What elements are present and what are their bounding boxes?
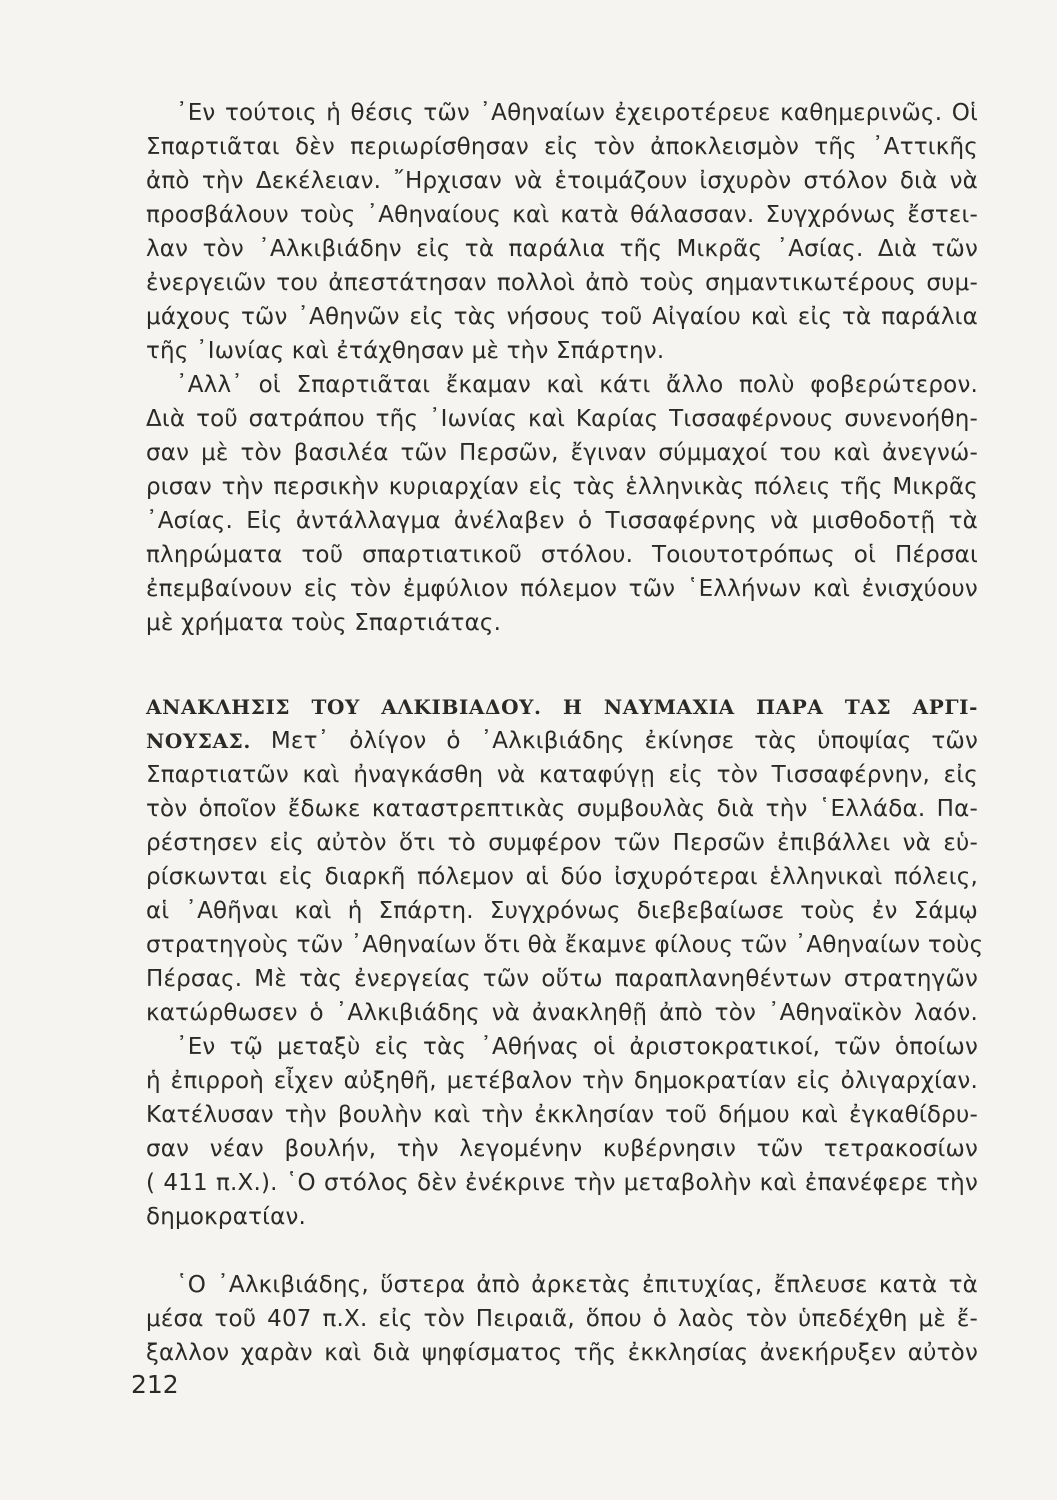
text-line — [146, 724, 978, 758]
section-3 — [146, 690, 984, 1234]
text-line: αἱ ᾿Αθῆναι καὶ ἡ Σπάρτη. Συγχρόνως διεβεβαίωσε τοὺς ἐν Σάμῳ — [146, 898, 978, 924]
text-line: σαν νέαν βουλήν, τὴν λεγομένην κυβέρνησιν τῶν τετρακοσίων — [146, 1136, 978, 1162]
text-line: λαν τὸν ᾿Αλκιβιάδην εἰς τὰ παράλια τῆς Μικρᾶς ᾿Ασίας. Διὰ τῶν — [146, 236, 978, 262]
text-line: Κατέλυσαν τὴν βουλὴν καὶ τὴν ἐκκλησίαν τοῦ δήμου καὶ ἐγκαθίδρυ- — [146, 1102, 978, 1128]
text-line: ( 411 π.Χ.). ῾Ο στόλος δὲν ἐνέκρινε τὴν μεταβολὴν καὶ ἐπανέφερε τὴν — [146, 1170, 978, 1196]
text-line: δημοκρατίαν. — [146, 1204, 307, 1230]
heading-continuation: Μετ᾿ ὀλίγον ὁ ᾿Αλκιβιάδης ἐκίνησε τὰς ὑποψίας τῶν — [250, 728, 978, 754]
paragraph-1 — [146, 96, 978, 368]
text-line: στρατηγοὺς τῶν ᾿Αθηναίων ὅτι θὰ ἔκαμνε φίλους τῶν ᾿Αθηναίων τοὺς — [146, 932, 984, 958]
text-line: ρισαν τὴν περσικὴν κυριαρχίαν εἰς τὰς ἑλληνικὰς πόλεις τῆς Μικρᾶς — [146, 474, 978, 500]
text-line: Σπαρτιατῶν καὶ ἠναγκάσθη νὰ καταφύγῃ εἰς τὸν Τισσαφέρνην, εἰς — [146, 762, 978, 788]
text-line: προσβάλουν τοὺς ᾿Αθηναίους καὶ κατὰ θάλασσαν. Συγχρόνως ἔστει- — [146, 202, 978, 228]
section-heading: ΑΝΑΚΛΗΣΙΣ ΤΟΥ ΑΛΚΙΒΙΑΔΟΥ. Η ΝΑΥΜΑΧΙΑ ΠΑΡΑ ΤΑΣ ΑΡΓΙ- — [146, 695, 978, 719]
text-line: ξαλλον χαρὰν καὶ διὰ ψηφίσματος τῆς ἐκκλησίας ἀνεκήρυξεν αὐτὸν — [146, 1340, 978, 1366]
text-line: τὸν ὁποῖον ἔδωκε καταστρεπτικὰς συμβουλὰς διὰ τὴν ῾Ελλάδα. Πα- — [146, 796, 978, 822]
text-line: Σπαρτιᾶται δὲν περιωρίσθησαν εἰς τὸν ἀποκλεισμὸν τῆς ᾿Αττικῆς — [146, 134, 978, 160]
text-line: Πέρσας. Μὲ τὰς ἐνεργείας τῶν οὕτω παραπλανηθέντων στρατηγῶν — [146, 966, 978, 992]
text-line: ῾Ο ᾿Αλκιβιάδης, ὕστερα ἀπὸ ἀρκετὰς ἐπιτυχίας, ἔπλευσε κατὰ τὰ — [176, 1272, 978, 1298]
text-line: πληρώματα τοῦ σπαρτιατικοῦ στόλου. Τοιουτοτρόπως οἱ Πέρσαι — [146, 542, 978, 568]
paragraph-4 — [146, 1268, 978, 1370]
page-number: 212 — [131, 1370, 179, 1399]
text-line: ᾿Ασίας. Εἰς ἀντάλλαγμα ἀνέλαβεν ὁ Τισσαφέρνης νὰ μισθοδοτῇ τὰ — [146, 508, 978, 534]
text-line: ᾿Εν τούτοις ἡ θέσις τῶν ᾿Αθηναίων ἐχειροτέρευε καθημερινῶς. Οἱ — [176, 100, 978, 126]
text-line: Διὰ τοῦ σατράπου τῆς ᾿Ιωνίας καὶ Καρίας Τισσαφέρνους συνενοήθη- — [146, 406, 978, 432]
text-line: ρίσκωνται εἰς διαρκῆ πόλεμον αἱ δύο ἰσχυρότεραι ἑλληνικαὶ πόλεις, — [146, 864, 978, 890]
text-line: ᾿Αλλ᾿ οἱ Σπαρτιᾶται ἔκαμαν καὶ κάτι ἄλλο πολὺ φοβερώτερον. — [176, 372, 978, 398]
text-line: μάχους τῶν ᾿Αθηνῶν εἰς τὰς νήσους τοῦ Αἰγαίου καὶ εἰς τὰ παράλια — [146, 304, 978, 330]
text-line: ρέστησεν εἰς αὐτὸν ὅτι τὸ συμφέρον τῶν Περσῶν ἐπιβάλλει νὰ εὑ- — [146, 830, 978, 856]
text-line: ἐπεμβαίνουν εἰς τὸν ἐμφύλιον πόλεμον τῶν ῾Ελλήνων καὶ ἐνισχύουν — [146, 576, 978, 602]
section-heading-end: ΝΟΥΣΑΣ. — [146, 729, 251, 753]
text-line: κατώρθωσεν ὁ ᾿Αλκιβιάδης νὰ ἀνακληθῇ ἀπὸ τὸν ᾿Αθηναϊκὸν λαόν. — [146, 1000, 978, 1026]
text-line: τῆς ᾿Ιωνίας καὶ ἐτάχθησαν μὲ τὴν Σπάρτην. — [146, 338, 665, 364]
text-line: ᾿Εν τῷ μεταξὺ εἰς τὰς ᾿Αθήνας οἱ ἀριστοκρατικοί, τῶν ὁποίων — [176, 1034, 978, 1060]
text-line: μὲ χρήματα τοὺς Σπαρτιάτας. — [146, 610, 502, 636]
text-line: μέσα τοῦ 407 π.Χ. εἰς τὸν Πειραιᾶ, ὅπου ὁ λαὸς τὸν ὑπεδέχθη μὲ ἔ- — [146, 1306, 978, 1332]
paragraph-2 — [146, 368, 978, 640]
text-line: ἡ ἐπιρροὴ εἶχεν αὐξηθῆ, μετέβαλον τὴν δημοκρατίαν εἰς ὀλιγαρχίαν. — [146, 1068, 978, 1094]
text-line: ἐνεργειῶν του ἀπεστάτησαν πολλοὶ ἀπὸ τοὺς σημαντικωτέρους συμ- — [146, 270, 978, 296]
text-line: ἀπὸ τὴν Δεκέλειαν. ῎Ηρχισαν νὰ ἑτοιμάζουν ἰσχυρὸν στόλον διὰ νὰ — [146, 168, 978, 194]
text-line: σαν μὲ τὸν βασιλέα τῶν Περσῶν, ἔγιναν σύμμαχοί του καὶ ἀνεγνώ- — [146, 440, 978, 466]
